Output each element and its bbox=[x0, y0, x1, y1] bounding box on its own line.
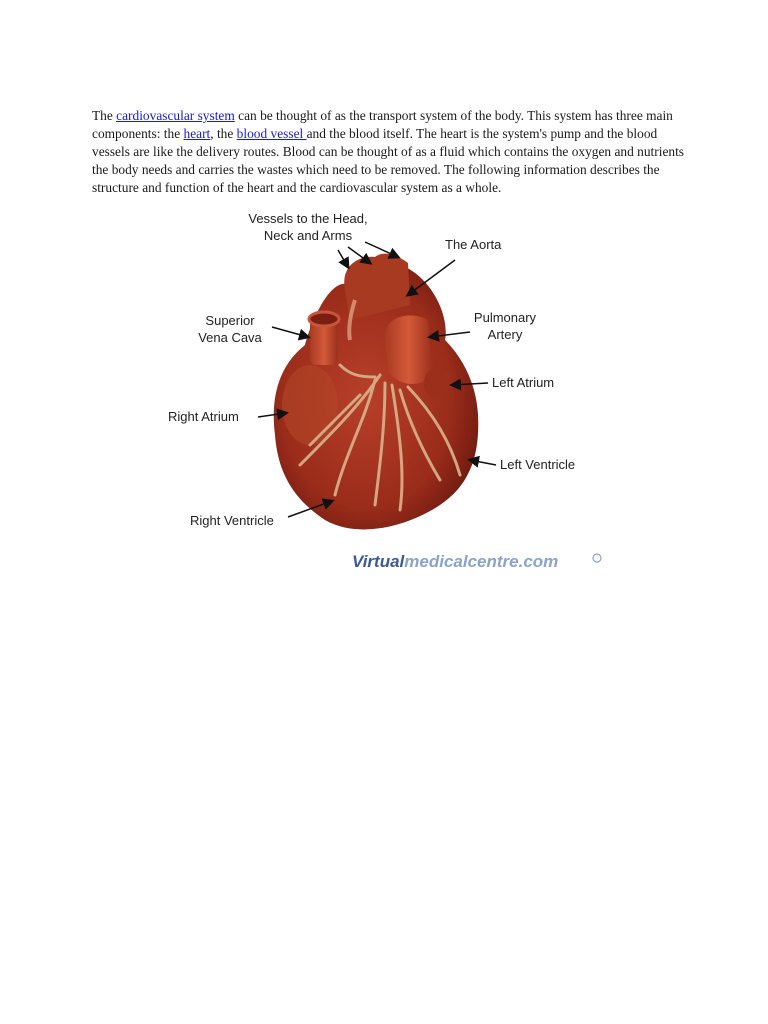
cardiovascular-system-link[interactable]: cardiovascular system bbox=[116, 108, 235, 124]
svg-text:Virtualmedicalcentre.com bbox=[352, 552, 558, 571]
label-right-ventricle: Right Ventricle bbox=[190, 513, 274, 528]
label-vessels-line2: Neck and Arms bbox=[263, 228, 353, 243]
intro-text-3: , the bbox=[210, 126, 237, 142]
heart-shape bbox=[274, 254, 478, 530]
intro-text-1: The bbox=[92, 108, 117, 124]
intro-text-2: can be thought of as the transport system of the body. This system has three main components: the bbox=[92, 108, 673, 142]
heart-link[interactable]: heart bbox=[183, 126, 211, 142]
watermark-part2: medicalcentre.com bbox=[404, 552, 559, 571]
label-pulmonary-line2: Artery bbox=[487, 327, 523, 342]
heart-diagram bbox=[160, 205, 610, 585]
intro-text-4: and the blood itself. The heart is the system's pump and the blood vessels are like the delivery routes. Blood can be thought of as a fluid which contains the oxygen and nutrients the body needs and carries the wastes which need to be removed. The following information describes the structure and function of the heart and the cardiovascular system as a whole. bbox=[92, 126, 685, 195]
label-right-atrium: Right Atrium bbox=[168, 409, 239, 424]
registered-mark-icon bbox=[593, 554, 601, 562]
intro-paragraph bbox=[92, 107, 692, 196]
label-svc-line2: Vena Cava bbox=[198, 330, 262, 345]
pulmonary-artery-shape bbox=[385, 315, 432, 384]
label-left-ventricle: Left Ventricle bbox=[500, 457, 576, 472]
watermark-logo bbox=[352, 552, 601, 571]
heart-illustration bbox=[160, 205, 610, 585]
watermark-part1: Virtual bbox=[352, 552, 405, 571]
label-aorta: The Aorta bbox=[445, 237, 502, 252]
blood-vessel-link[interactable]: blood vessel bbox=[236, 126, 307, 142]
label-svc-line1: Superior bbox=[205, 313, 255, 328]
label-pulmonary-line1: Pulmonary bbox=[473, 310, 537, 325]
label-vessels-line1: Vessels to the Head, bbox=[248, 211, 368, 226]
label-left-atrium: Left Atrium bbox=[492, 375, 555, 390]
